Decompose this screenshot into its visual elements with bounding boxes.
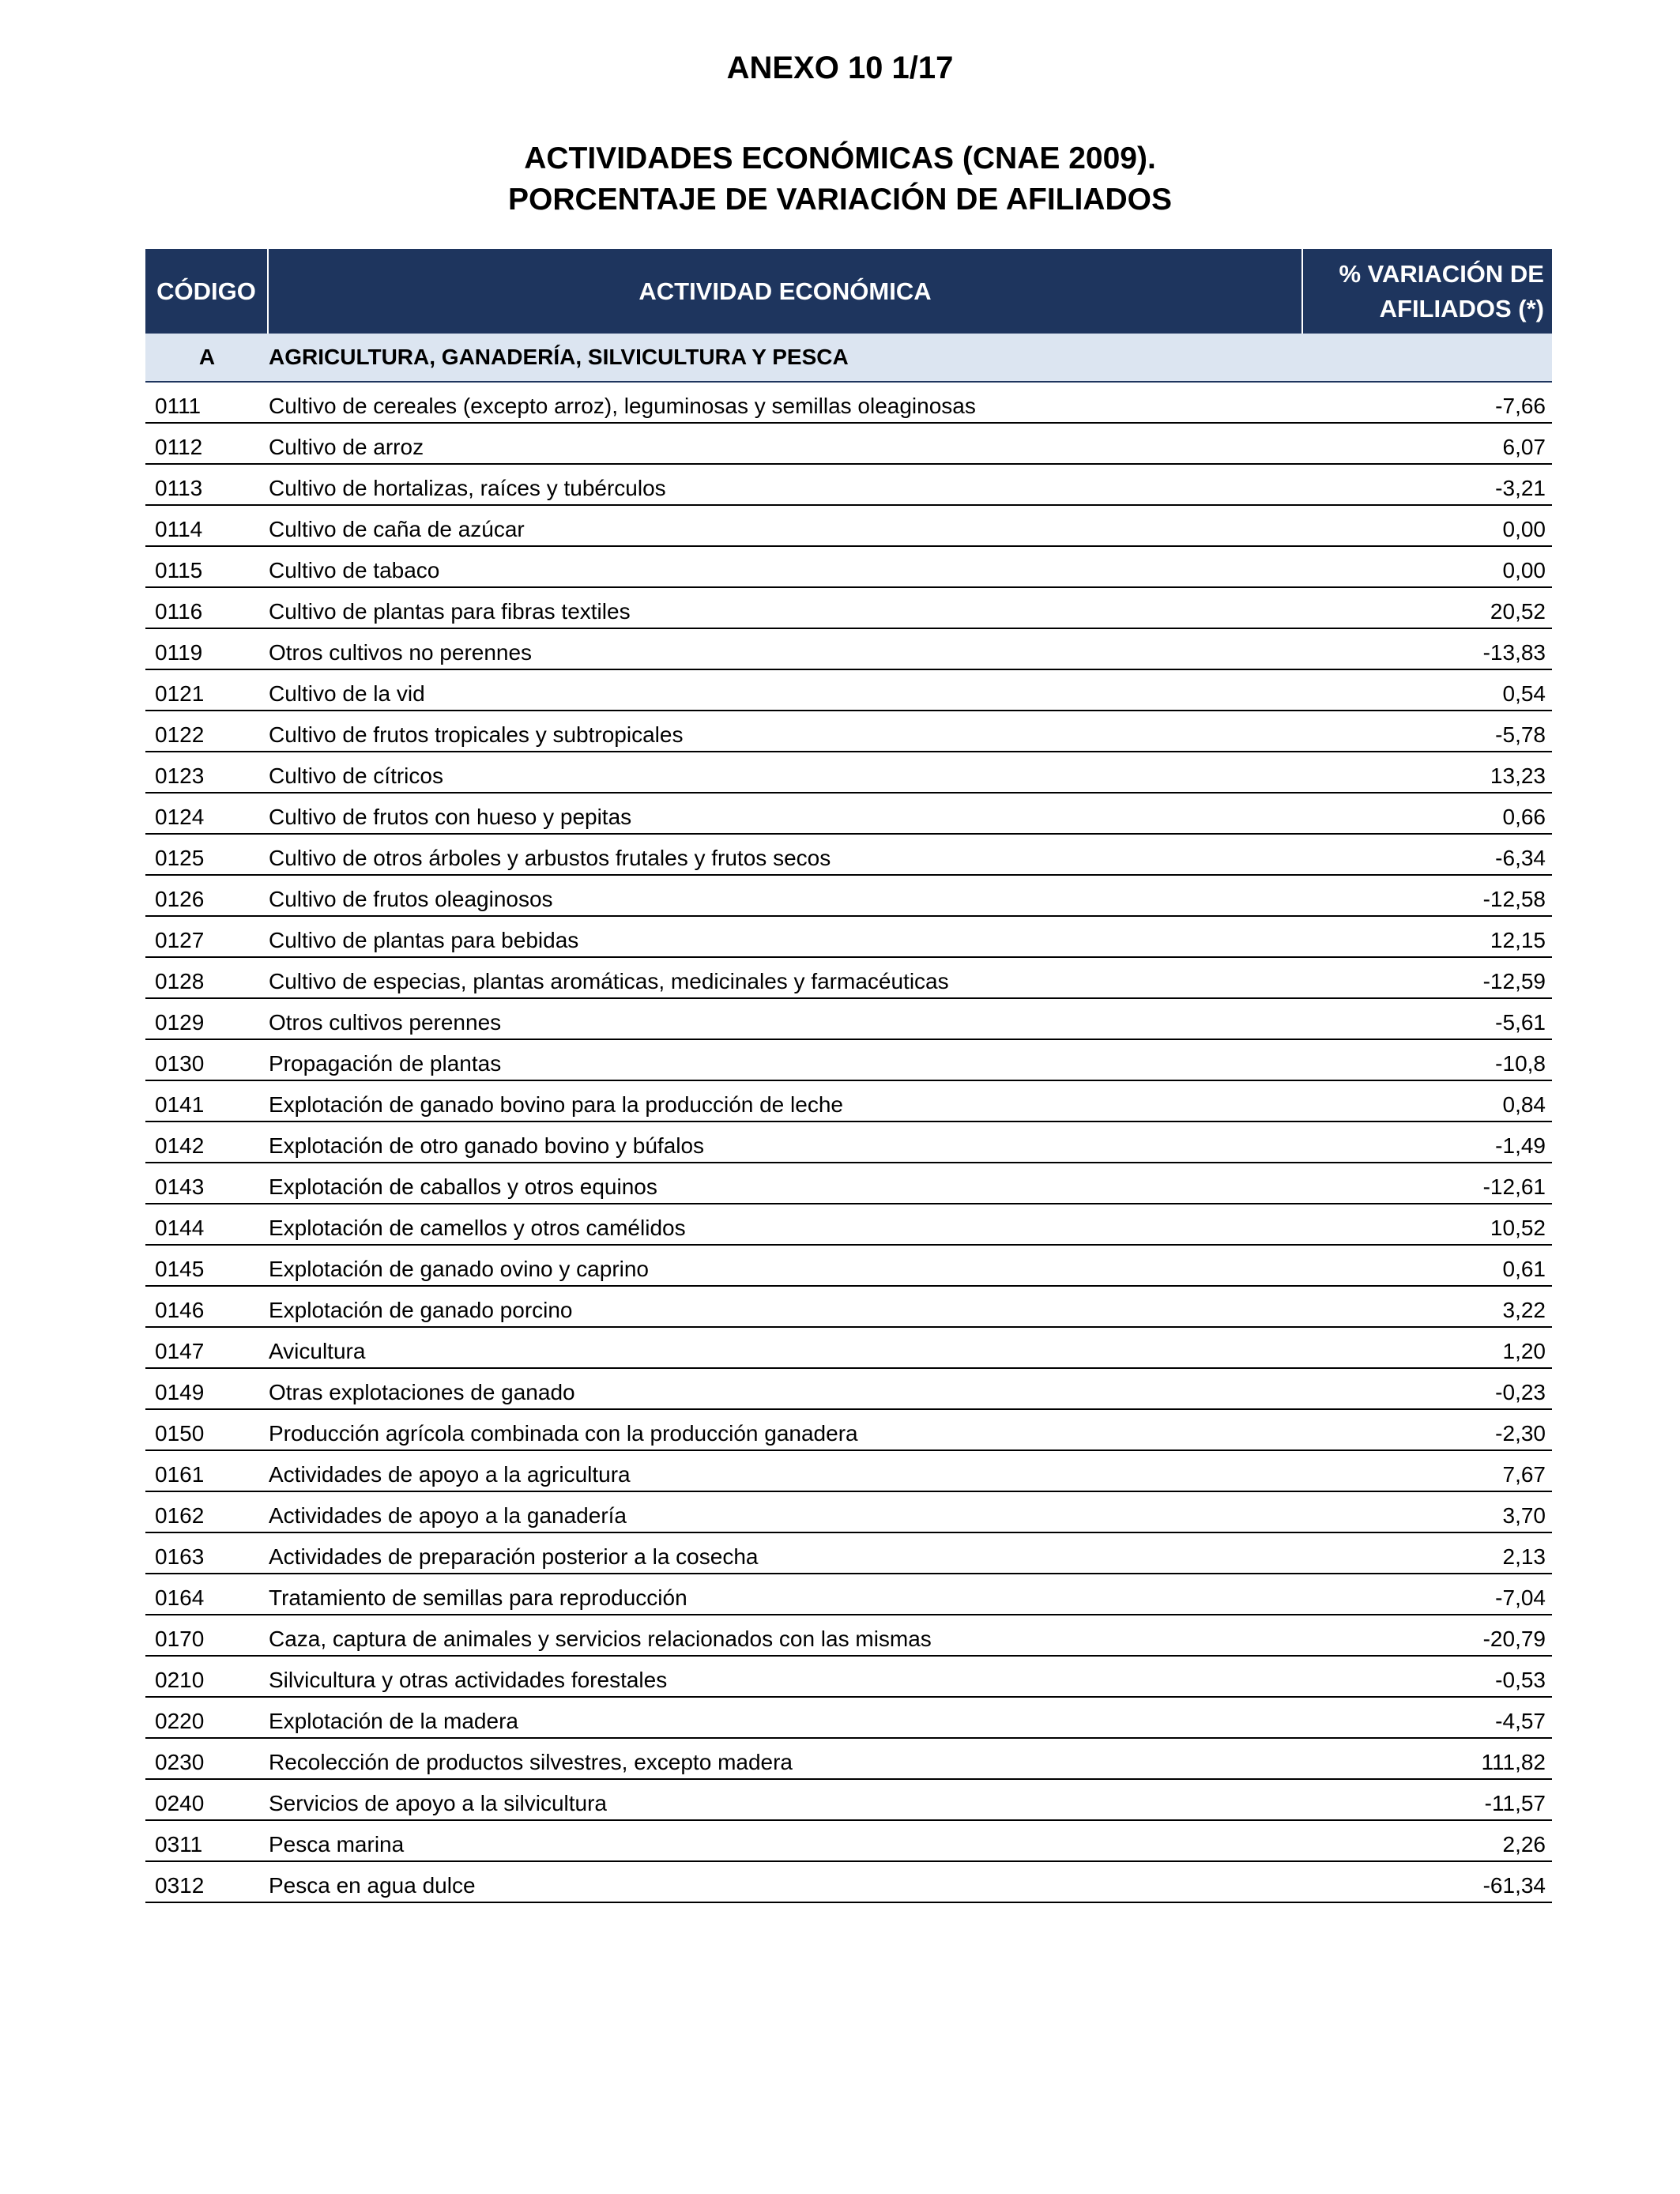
row-activity: Cultivo de frutos oleaginosos (269, 887, 553, 911)
table-row (145, 876, 1552, 917)
row-code: 0126 (155, 887, 205, 911)
row-code: 0141 (155, 1092, 205, 1117)
row-code: 0115 (155, 558, 203, 582)
row-variation: -5,61 (1495, 1010, 1546, 1035)
row-activity: Avicultura (269, 1339, 366, 1363)
row-variation: -20,79 (1482, 1627, 1546, 1651)
table-row (145, 1410, 1552, 1451)
header-variation-line-1: % VARIACIÓN DE (1339, 259, 1544, 288)
row-code: 0130 (155, 1051, 205, 1076)
row-variation: -7,04 (1495, 1585, 1546, 1610)
annex-label: ANEXO 10 1/17 (726, 51, 954, 85)
table-row (145, 1821, 1552, 1862)
row-activity: Pesca en agua dulce (269, 1873, 476, 1898)
row-code: 0150 (155, 1421, 205, 1446)
row-variation: -0,53 (1495, 1668, 1546, 1692)
page-title (0, 138, 1680, 221)
table-row (145, 1369, 1552, 1410)
row-code: 0128 (155, 969, 205, 993)
table-row (145, 999, 1552, 1040)
row-activity: Explotación de camellos y otros camélidos (269, 1216, 686, 1240)
table-row (145, 465, 1552, 506)
table-row (145, 1615, 1552, 1657)
row-variation: 7,67 (1502, 1462, 1546, 1487)
row-code: 0162 (155, 1503, 205, 1528)
row-activity: Actividades de apoyo a la ganadería (269, 1503, 627, 1528)
row-code: 0124 (155, 805, 205, 829)
row-activity: Otros cultivos perennes (269, 1010, 502, 1035)
row-activity: Cultivo de especias, plantas aromáticas, medicinales y farmacéuticas (269, 969, 949, 993)
row-code: 0113 (155, 476, 203, 500)
row-variation: 2,13 (1502, 1544, 1546, 1569)
row-code: 0142 (155, 1133, 205, 1158)
row-variation: -11,57 (1484, 1791, 1546, 1815)
row-code: 0170 (155, 1627, 205, 1651)
row-code: 0127 (155, 928, 205, 952)
row-activity: Propagación de plantas (269, 1051, 502, 1076)
row-variation: 3,70 (1502, 1503, 1546, 1528)
row-code: 0144 (155, 1216, 205, 1240)
table-row (145, 588, 1552, 629)
row-activity: Explotación de ganado ovino y caprino (269, 1257, 650, 1281)
row-activity: Cultivo de plantas para bebidas (269, 928, 579, 952)
table-row (145, 506, 1552, 547)
row-activity: Otras explotaciones de ganado (269, 1380, 575, 1404)
row-variation: 2,26 (1502, 1832, 1546, 1857)
row-code: 0161 (155, 1462, 205, 1487)
row-variation: -2,30 (1495, 1421, 1546, 1446)
row-variation: -12,58 (1482, 887, 1546, 911)
row-variation: 10,52 (1490, 1216, 1546, 1240)
table-row (145, 1780, 1552, 1821)
row-variation: 0,54 (1502, 681, 1546, 706)
row-code: 0114 (155, 517, 203, 541)
table-row (145, 1698, 1552, 1739)
row-variation: -0,23 (1495, 1380, 1546, 1404)
row-code: 0147 (155, 1339, 205, 1363)
table-row (145, 383, 1552, 424)
table-row (145, 711, 1552, 752)
table-row (145, 1040, 1552, 1081)
row-variation: 3,22 (1502, 1298, 1546, 1322)
row-activity: Explotación de otro ganado bovino y búfalos (269, 1133, 705, 1158)
header-variation-line-2: AFILIADOS (*) (1379, 294, 1544, 322)
table-row (145, 1451, 1552, 1492)
row-activity: Silvicultura y otras actividades forestales (269, 1668, 668, 1692)
row-code: 0230 (155, 1750, 205, 1774)
row-code: 0146 (155, 1298, 205, 1322)
row-variation: -6,34 (1495, 846, 1546, 870)
row-code: 0116 (155, 599, 203, 624)
table-row (145, 794, 1552, 835)
row-activity: Cultivo de hortalizas, raíces y tubérculos (269, 476, 666, 500)
row-code: 0112 (155, 435, 203, 459)
row-variation: 12,15 (1490, 928, 1546, 952)
row-variation: 0,61 (1502, 1257, 1546, 1281)
row-code: 0149 (155, 1380, 205, 1404)
row-variation: -12,59 (1482, 969, 1546, 993)
row-activity: Producción agrícola combinada con la producción ganadera (269, 1421, 858, 1446)
table-row (145, 958, 1552, 999)
row-code: 0111 (155, 394, 202, 418)
table-row (145, 547, 1552, 588)
table-row (145, 1122, 1552, 1163)
row-code: 0123 (155, 763, 205, 788)
row-activity: Cultivo de la vid (269, 681, 425, 706)
row-variation: -13,83 (1482, 640, 1546, 665)
row-code: 0240 (155, 1791, 205, 1815)
row-activity: Cultivo de frutos tropicales y subtropicales (269, 722, 684, 747)
row-activity: Cultivo de cítricos (269, 763, 443, 788)
row-code: 0125 (155, 846, 205, 870)
table-row (145, 670, 1552, 711)
table-row (145, 1204, 1552, 1246)
row-variation: 0,66 (1502, 805, 1546, 829)
row-variation: -1,49 (1495, 1133, 1546, 1158)
row-activity: Tratamiento de semillas para reproducción (269, 1585, 687, 1610)
row-code: 0143 (155, 1174, 205, 1199)
row-variation: -3,21 (1495, 476, 1546, 500)
title-line-2: PORCENTAJE DE VARIACIÓN DE AFILIADOS (507, 183, 1172, 217)
row-activity: Actividades de apoyo a la agricultura (269, 1462, 631, 1487)
row-code: 0164 (155, 1585, 205, 1610)
table-row (145, 1739, 1552, 1780)
row-code: 0119 (155, 640, 203, 665)
table-row (145, 1287, 1552, 1328)
variation-table (145, 249, 1552, 1903)
row-variation: 0,00 (1502, 517, 1546, 541)
row-code: 0220 (155, 1709, 205, 1733)
row-code: 0312 (155, 1873, 205, 1898)
row-activity: Explotación de ganado porcino (269, 1298, 573, 1322)
row-code: 0163 (155, 1544, 205, 1569)
table-row (145, 1163, 1552, 1204)
row-activity: Cultivo de arroz (269, 435, 424, 459)
table-body (145, 383, 1552, 1903)
table-row (145, 917, 1552, 958)
table-row (145, 1657, 1552, 1698)
row-variation: -12,61 (1482, 1174, 1546, 1199)
row-activity: Cultivo de plantas para fibras textiles (269, 599, 631, 624)
row-activity: Pesca marina (269, 1832, 405, 1857)
row-code: 0145 (155, 1257, 205, 1281)
table-row (145, 1574, 1552, 1615)
section-row (145, 334, 1552, 383)
row-variation: -7,66 (1495, 394, 1546, 418)
row-activity: Cultivo de cereales (excepto arroz), leguminosas y semillas oleaginosas (269, 394, 976, 418)
table-row (145, 1862, 1552, 1903)
section-code: A (198, 345, 216, 369)
row-code: 0122 (155, 722, 205, 747)
title-line-1: ACTIVIDADES ECONÓMICAS (CNAE 2009). (524, 141, 1156, 175)
row-activity: Servicios de apoyo a la silvicultura (269, 1791, 607, 1815)
header-code: CÓDIGO (145, 249, 269, 334)
row-code: 0121 (155, 681, 205, 706)
row-activity: Cultivo de otros árboles y arbustos frutales y frutos secos (269, 846, 831, 870)
table-row (145, 752, 1552, 794)
row-activity: Explotación de ganado bovino para la producción de leche (269, 1092, 843, 1117)
row-code: 0210 (155, 1668, 205, 1692)
row-variation: 0,84 (1502, 1092, 1546, 1117)
table-row (145, 1328, 1552, 1369)
row-variation: 0,00 (1502, 558, 1546, 582)
row-variation: -4,57 (1495, 1709, 1546, 1733)
row-variation: 1,20 (1502, 1339, 1546, 1363)
row-activity: Recolección de productos silvestres, excepto madera (269, 1750, 793, 1774)
row-variation: -10,8 (1495, 1051, 1546, 1076)
row-variation: 111,82 (1481, 1750, 1546, 1774)
table-row (145, 1492, 1552, 1533)
row-activity: Caza, captura de animales y servicios relacionados con las mismas (269, 1627, 932, 1651)
table-row (145, 629, 1552, 670)
table-row (145, 835, 1552, 876)
row-activity: Actividades de preparación posterior a la cosecha (269, 1544, 759, 1569)
row-activity: Cultivo de frutos con hueso y pepitas (269, 805, 632, 829)
table-header (145, 249, 1552, 334)
row-code: 0129 (155, 1010, 205, 1035)
row-activity: Explotación de la madera (269, 1709, 518, 1733)
row-variation: 20,52 (1490, 599, 1546, 624)
row-code: 0311 (155, 1832, 203, 1857)
table-row (145, 1081, 1552, 1122)
row-activity: Otros cultivos no perennes (269, 640, 533, 665)
table-row (145, 1533, 1552, 1574)
row-variation: 6,07 (1502, 435, 1546, 459)
table-row (145, 424, 1552, 465)
row-activity: Cultivo de tabaco (269, 558, 440, 582)
header-variation (1303, 249, 1552, 334)
table-row (145, 1246, 1552, 1287)
header-activity: ACTIVIDAD ECONÓMICA (269, 249, 1303, 334)
section-name: AGRICULTURA, GANADERÍA, SILVICULTURA Y PESCA (269, 345, 849, 369)
row-variation: -5,78 (1495, 722, 1546, 747)
row-variation: -61,34 (1482, 1873, 1546, 1898)
row-activity: Explotación de caballos y otros equinos (269, 1174, 657, 1199)
row-variation: 13,23 (1490, 763, 1546, 788)
row-activity: Cultivo de caña de azúcar (269, 517, 525, 541)
